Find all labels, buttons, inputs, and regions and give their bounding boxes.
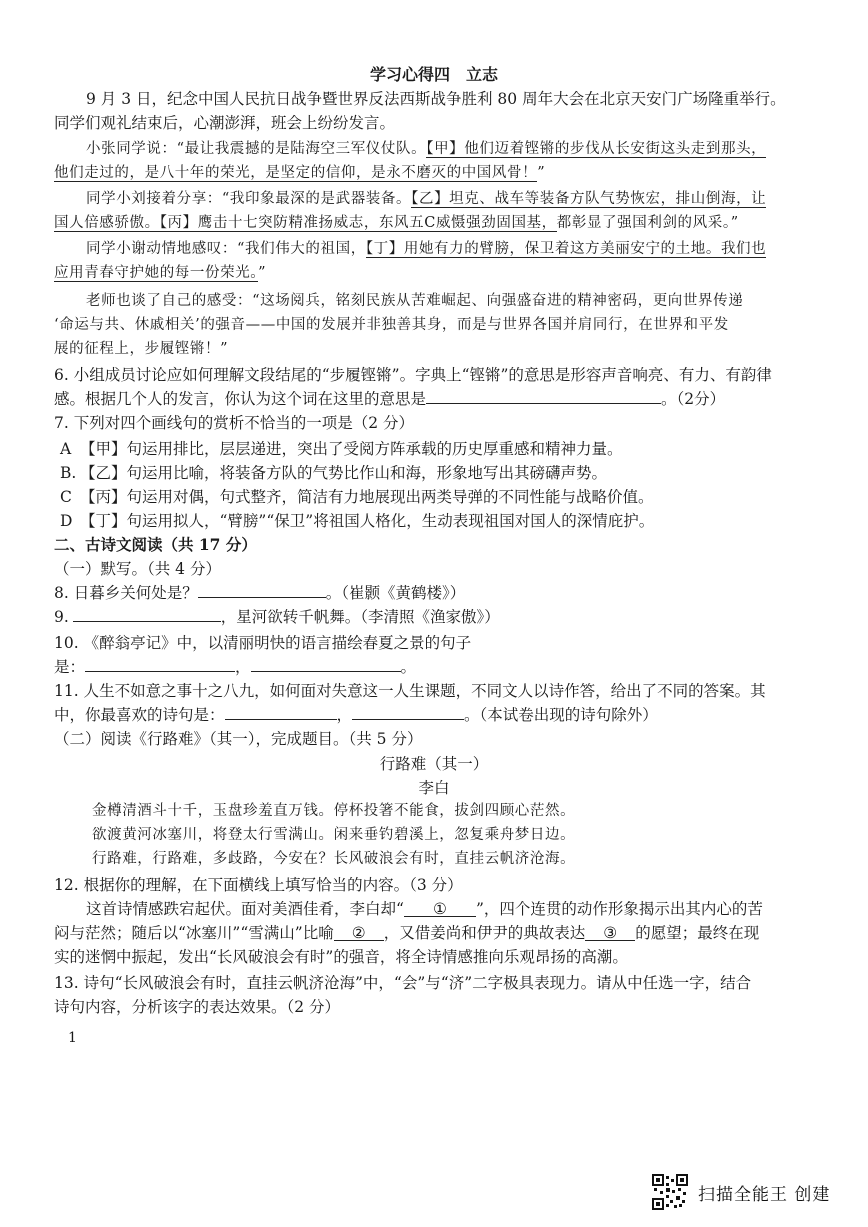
question-8-prompt: 8. 日暮乡关何处是？ [54,584,198,602]
blank-marker: ① [432,900,447,918]
question-12-text: 的愿望；最终在现 [635,924,760,942]
question-12-line-2 [54,922,824,944]
question-12-text: ”，四个连贯的动作形象揭示出其内心的苦 [475,900,763,918]
answer-blank-q12-2[interactable] [334,922,384,941]
question-10-lead: 是： [54,658,86,676]
footer-brand-text: 扫描全能王 创建 [698,1184,831,1205]
question-8 [54,582,824,604]
question-9-source: ，星河欲转千帆舞。（李清照《渔家傲》） [220,608,500,626]
poem-line-2: 欲渡黄河冰塞川，将登太行雪满山。闲来垂钓碧溪上，忽复乘舟梦日边。 [92,827,576,843]
question-6-line-2 [54,388,824,410]
question-13-line-2: 诗句内容，分析该字的表达效果。（2 分） [54,998,341,1016]
poem-author: 李白 [418,779,450,797]
question-6-line-1: 6. 小组成员讨论应如何理解文段结尾的“步履铿锵”。字典上“铿锵”的意思是形容声音响亮、有力、有韵律 [54,366,772,384]
para-2-intro: 小张同学说：“最让我震撼的是陆海空三军仪仗队。 [86,141,427,157]
page-title: 学习心得四 立志 [369,65,498,84]
scanner-watermark [652,1170,852,1214]
option-d[interactable] [60,510,830,532]
underlined-sentence-yi-part-2: 国人倍感骄傲。 [54,215,160,231]
question-9 [54,606,824,628]
para-4-line-2 [54,262,824,284]
question-12-text: 闷与茫然；随后以“冰塞川”“雪满山”比喻 [54,924,334,942]
question-11-line-2 [54,704,824,726]
underlined-sentence-jia-part-1: 【甲】他们迈着铿锵的步伐从长安街这头走到那头， [426,141,767,157]
answer-blank-q11-2[interactable] [352,705,464,720]
question-7-stem: 7. 下列对四个画线句的赏析不恰当的一项是（2 分） [54,414,415,432]
answer-blank-q10-1[interactable] [85,657,235,672]
para-3-intro: 同学小刘接着分享：“我印象最深的是武器装备。 [86,191,412,207]
option-text: 【乙】句运用比喻，将装备方队的气势比作山和海，形象地写出其磅礴声势。 [80,464,608,482]
question-13-line-1: 13. 诗句“长风破浪会有时，直挂云帆济沧海”中，“会”与“济”二字极具表现力。请从中任选一字，结合 [54,974,752,992]
answer-blank-q11-1[interactable] [225,705,337,720]
comma: ， [336,706,353,724]
period: 。 [400,658,417,676]
qr-code-icon [652,1174,688,1210]
para-5-line-2: ‘命运与共、休戚相关’的强音——中国的发展并非独善其身，而是与世界各国并肩同行，在世界和平发 [54,317,729,333]
poem-line-3: 行路难，行路难，多歧路，今安在？长风破浪会有时，直挂云帆济沧海。 [92,851,576,867]
option-text: 【甲】句运用排比，层层递进，突出了受阅方阵承载的历史厚重感和精神力量。 [80,440,623,458]
underlined-sentence-ding-part-2: 应用青春守护她的每一份荣光。 [54,265,259,281]
question-11-line-1: 11. 人生不如意之事十之八九，如何面对失意这一人生课题，不同文人以诗作答，给出了不同的答案。其 [54,682,766,700]
para-3-line-1 [86,188,856,210]
option-mark: A [60,440,72,458]
question-12-text: 这首诗情感跌宕起伏。面对美酒佳肴，李白却“ [86,900,404,918]
closing-quote: ” [258,265,267,281]
underlined-sentence-ding-part-1: 【丁】用她有力的臂膀，保卫着这方美丽安宁的土地。我们也 [365,241,767,257]
question-8-source: 。（崔颢《黄鹤楼》） [325,584,466,602]
option-a[interactable] [60,438,830,460]
question-10-line-2 [54,656,824,678]
para-2-line-1 [86,138,856,160]
question-12-line-1 [86,898,856,920]
question-6-points: 。（2分） [661,390,726,408]
underlined-sentence-yi-part-1: 【乙】坦克、战车等装备方队气势恢宏，排山倒海，让 [411,191,767,207]
page-number: 1 [68,1030,77,1046]
question-12-stem: 12. 根据你的理解，在下面横线上填写恰当的内容。（3 分） [54,876,463,894]
para-2-line-2 [54,162,824,184]
question-11-note: 。（本试卷出现的诗句除外） [464,706,658,724]
para-4-intro: 同学小谢动情地感叹：“我们伟大的祖国， [86,241,366,257]
underlined-sentence-jia-part-2: 他们走过的，是八十年的荣光，是坚定的信仰，是永不磨灭的中国风骨！ [54,165,538,181]
section-2-heading: 二、古诗文阅读（共 17 分） [54,535,257,554]
question-10-line-1: 10. 《醉翁亭记》中，以清丽明快的语言描绘春夏之景的句子 [54,634,472,652]
para-5-line-3: 展的征程上，步履铿锵！” [54,341,229,357]
poem-line-1: 金樽清酒斗十千，玉盘珍羞直万钱。停杯投箸不能食，拔剑四顾心茫然。 [92,803,576,819]
answer-blank-q12-1[interactable] [404,898,476,917]
section-2-1-heading: （一）默写。（共 4 分） [54,560,221,578]
comma: ， [235,658,251,676]
question-6-prompt: 感。根据几个人的发言，你认为这个词在这里的意思是 [54,390,427,408]
para-1-line-1: 9 月 3 日，纪念中国人民抗日战争暨世界反法西斯战争胜利 80 周年大会在北京天安门广场隆重举行。 [86,90,786,108]
para-1-line-2: 同学们观礼结束后，心潮澎湃，班会上纷纷发言。 [54,114,396,132]
option-c[interactable] [60,486,830,508]
blank-marker: ③ [603,924,618,942]
para-4-line-1 [86,238,856,260]
option-text: 【丙】句运用对偶，句式整齐，简洁有力地展现出两类导弹的不同性能与战略价值。 [80,488,654,506]
question-12-text: ，又借姜尚和伊尹的典故表达 [383,924,586,942]
answer-blank-q8[interactable] [198,583,326,598]
poem-title: 行路难（其一） [379,755,489,773]
option-mark: B. [60,464,77,482]
option-b[interactable] [60,462,830,484]
option-text: 【丁】句运用拟人，“臂膀”“保卫”将祖国人格化，生动表现祖国对国人的深情庇护。 [80,512,655,530]
underlined-sentence-bing: 【丙】鹰击十七突防精准扬威志，东风五C威慑强劲固国基， [159,215,557,231]
para-3-ending: 都彰显了强国利剑的风采。” [556,215,739,231]
answer-blank-q6[interactable] [426,389,661,404]
option-mark: C [60,488,72,506]
closing-quote: ” [537,165,546,181]
answer-blank-q12-3[interactable] [585,922,635,941]
section-2-2-heading: （二）阅读《行路难》（其一），完成题目。（共 5 分） [54,730,423,748]
blank-marker: ② [351,924,366,942]
question-12-line-3: 实的迷惘中振起，发出“长风破浪会有时”的强音，将全诗情感推向乐观昂扬的高潮。 [54,948,628,966]
para-3-line-2 [54,212,824,234]
question-9-number: 9. [54,608,69,626]
answer-blank-q9[interactable] [73,607,221,622]
option-mark: D [60,512,73,530]
para-5-line-1: 老师也谈了自己的感受：“这场阅兵，铭刻民族从苦难崛起、向强盛奋进的精神密码，更向世界传递 [86,293,744,309]
answer-blank-q10-2[interactable] [251,657,401,672]
question-11-lead: 中，你最喜欢的诗句是： [54,706,225,724]
